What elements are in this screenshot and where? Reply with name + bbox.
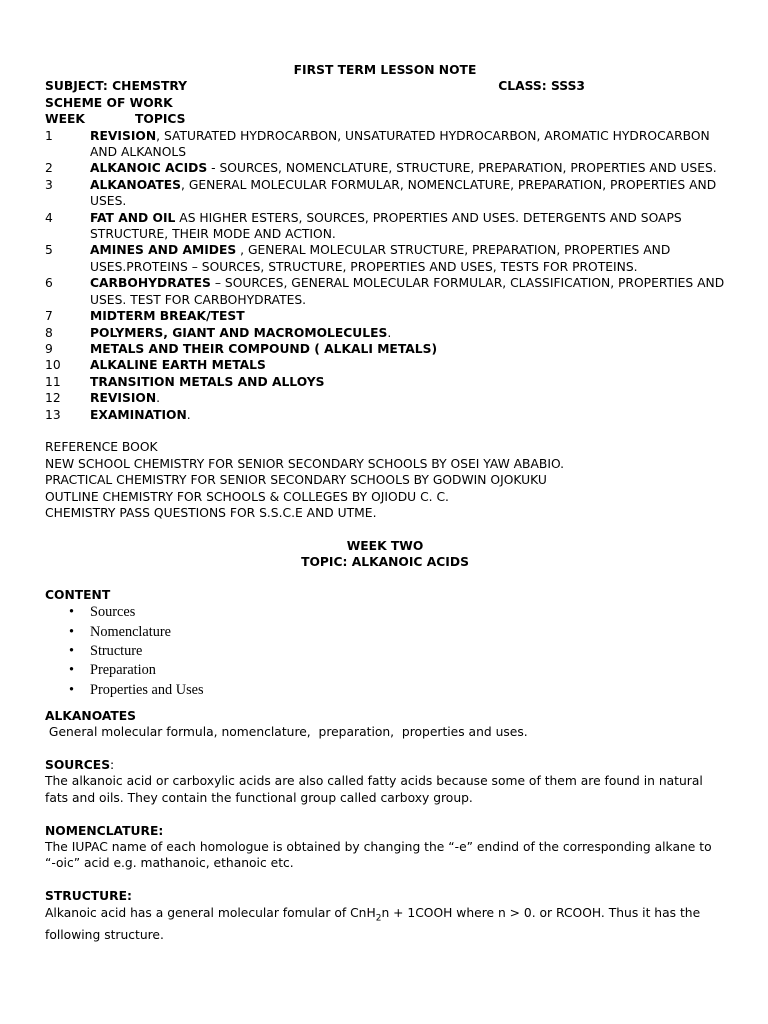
list-item-label: Structure [90, 642, 143, 659]
week-topic-bold: POLYMERS, GIANT AND MACROMOLECULES [90, 325, 388, 340]
content-list [45, 603, 725, 699]
week-two-topic: TOPIC: ALKANOIC ACIDS [301, 555, 469, 570]
week-topic-bold: ALKALINE EARTH METALS [90, 358, 266, 373]
week-topic-rest: . [156, 391, 161, 406]
week-topic-bold: REVISION [90, 391, 157, 406]
week-topic-bold: AMINES AND AMIDES [90, 243, 237, 258]
week-number: 9 [45, 341, 53, 356]
week-topic-bold: METALS AND THEIR COMPOUND ( ALKALI METALS) [90, 341, 438, 356]
list-item-label: Sources [90, 604, 136, 621]
week-number: 12 [45, 391, 61, 406]
schedule-row [45, 177, 725, 210]
week-topic [90, 407, 725, 423]
lesson-note-page [45, 62, 725, 943]
schedule-header [45, 111, 725, 127]
structure-text-before: Alkanoic acid has a general molecular fomular of CnH [45, 905, 376, 920]
scheme-of-work-heading: SCHEME OF WORK [45, 95, 173, 110]
week-number: 13 [45, 407, 61, 422]
week-topic-bold: REVISION [90, 128, 157, 143]
reference-item: CHEMISTRY PASS QUESTIONS FOR S.S.C.E AND UTME. [45, 505, 377, 520]
list-item [45, 661, 725, 680]
week-topic [90, 177, 725, 210]
alkanoates-heading: ALKANOATES [45, 708, 137, 723]
week-topic [90, 341, 725, 357]
reference-heading: REFERENCE BOOK [45, 440, 158, 455]
list-item [45, 623, 725, 642]
schedule-row [45, 210, 725, 243]
week-topic-rest: – SOURCES, GENERAL MOLECULAR FORMULAR, CLASSIFICATION, PROPERTIES AND USES. TEST FOR CARBOHYDRATES. [90, 276, 725, 307]
week-topic-bold: ALKANOIC ACIDS [90, 161, 208, 176]
week-two-title: WEEK TWO [346, 538, 424, 553]
bullet-icon: • [69, 642, 75, 659]
week-topic [90, 357, 725, 373]
schedule-row [45, 160, 725, 176]
week-topic-bold: FAT AND OIL [90, 210, 176, 225]
bullet-icon: • [69, 662, 75, 679]
reference-section [45, 439, 725, 521]
week-topic-bold: ALKANOATES [90, 177, 182, 192]
list-item-label: Preparation [90, 662, 156, 679]
list-item [45, 603, 725, 622]
schedule-row [45, 242, 725, 275]
sources-heading-line [45, 757, 725, 773]
week-topic-rest: - SOURCES, NOMENCLATURE, STRUCTURE, PREPARATION, PROPERTIES AND USES. [207, 161, 717, 176]
week-number: 2 [45, 161, 53, 176]
week-topic-rest: AS HIGHER ESTERS, SOURCES, PROPERTIES AND USES. DETERGENTS AND SOAPS STRUCTURE, THEIR MODE AND ACTION. [90, 210, 682, 242]
week-topic-rest: , GENERAL MOLECULAR STRUCTURE, PREPARATION, PROPERTIES AND USES.PROTEINS – SOURCES, STRUCTURE, PROPERTIES AND USES, TESTS FOR PROTEINS. [90, 243, 671, 274]
reference-item: OUTLINE CHEMISTRY FOR SCHOOLS & COLLEGES BY OJIODU C. C. [45, 489, 449, 504]
schedule-row [45, 275, 725, 308]
bullet-icon: • [69, 623, 75, 640]
week-topic [90, 210, 725, 243]
schedule-list [45, 128, 725, 423]
week-topic [90, 374, 725, 390]
sources-heading: SOURCES [45, 758, 111, 773]
list-item-label: Nomenclature [90, 623, 171, 640]
week-number: 6 [45, 276, 53, 291]
document-title: FIRST TERM LESSON NOTE [293, 63, 477, 77]
week-number: 5 [45, 243, 53, 258]
week-topic-bold: EXAMINATION [90, 407, 187, 422]
week-number: 1 [45, 128, 53, 143]
structure-text [45, 905, 725, 943]
week-number: 3 [45, 177, 53, 192]
structure-heading: STRUCTURE: [45, 889, 132, 904]
schedule-row [45, 308, 725, 324]
schedule-row [45, 128, 725, 161]
schedule-row [45, 390, 725, 406]
list-item-label: Properties and Uses [90, 681, 204, 698]
topics-column-header: TOPICS [135, 112, 186, 127]
week-topic [90, 128, 725, 161]
week-topic-bold: CARBOHYDRATES [90, 276, 211, 291]
subject-label: SUBJECT: CHEMSTRY [45, 79, 188, 94]
reference-item: NEW SCHOOL CHEMISTRY FOR SENIOR SECONDARY SCHOOLS BY OSEI YAW ABABIO. [45, 456, 565, 471]
week-topic [90, 160, 725, 176]
schedule-row [45, 341, 725, 357]
week-topic [90, 308, 725, 324]
week-number: 10 [45, 358, 61, 373]
week-topic-bold: MIDTERM BREAK/TEST [90, 309, 245, 324]
week-column-header: WEEK [45, 112, 85, 127]
week-topic-rest: . [387, 325, 392, 340]
nomenclature-text: The IUPAC name of each homologue is obtained by changing the “-e” endind of the corresponding alkane to “-oic” acid e.g. mathanoic, ethanoic etc. [45, 840, 712, 871]
schedule-row [45, 357, 725, 373]
nomenclature-heading: NOMENCLATURE: [45, 823, 164, 838]
class-label: CLASS: SSS3 [498, 79, 585, 94]
week-topic [90, 325, 725, 341]
sources-text: The alkanoic acid or carboxylic acids are also called fatty acids because some of them are found in natural fats and oils. They contain the functional group called carboxy group. [45, 774, 703, 805]
week-topic-rest: . [186, 407, 191, 422]
list-item [45, 681, 725, 700]
week-topic-rest: , SATURATED HYDROCARBON, UNSATURATED HYDROCARBON, AROMATIC HYDROCARBON AND ALKANOLS [90, 128, 710, 160]
structure-text-after: n + 1COOH where n > 0. or RCOOH. Thus it has the following structure. [45, 905, 701, 942]
structure-subscript: 2 [375, 913, 382, 924]
week-topic-bold: TRANSITION METALS AND ALLOYS [90, 374, 325, 389]
schedule-row [45, 325, 725, 341]
bullet-icon: • [69, 604, 75, 621]
week-topic [90, 390, 725, 406]
week-topic [90, 242, 725, 275]
list-item [45, 642, 725, 661]
schedule-row [45, 407, 725, 423]
week-topic-rest: , GENERAL MOLECULAR FORMULAR, NOMENCLATURE, PREPARATION, PROPERTIES AND USES. [90, 177, 717, 209]
sources-colon: : [110, 758, 115, 773]
content-heading: CONTENT [45, 587, 111, 602]
alkanoates-text: General molecular formula, nomenclature, preparation, properties and uses. [45, 725, 528, 740]
subject-class-row [45, 78, 725, 94]
schedule-row [45, 374, 725, 390]
week-number: 4 [45, 210, 53, 225]
bullet-icon: • [69, 681, 75, 698]
week-number: 11 [45, 374, 61, 389]
reference-item: PRACTICAL CHEMISTRY FOR SENIOR SECONDARY SCHOOLS BY GODWIN OJOKUKU [45, 473, 547, 488]
week-number: 8 [45, 325, 53, 340]
week-number: 7 [45, 309, 53, 324]
week-topic [90, 275, 725, 308]
